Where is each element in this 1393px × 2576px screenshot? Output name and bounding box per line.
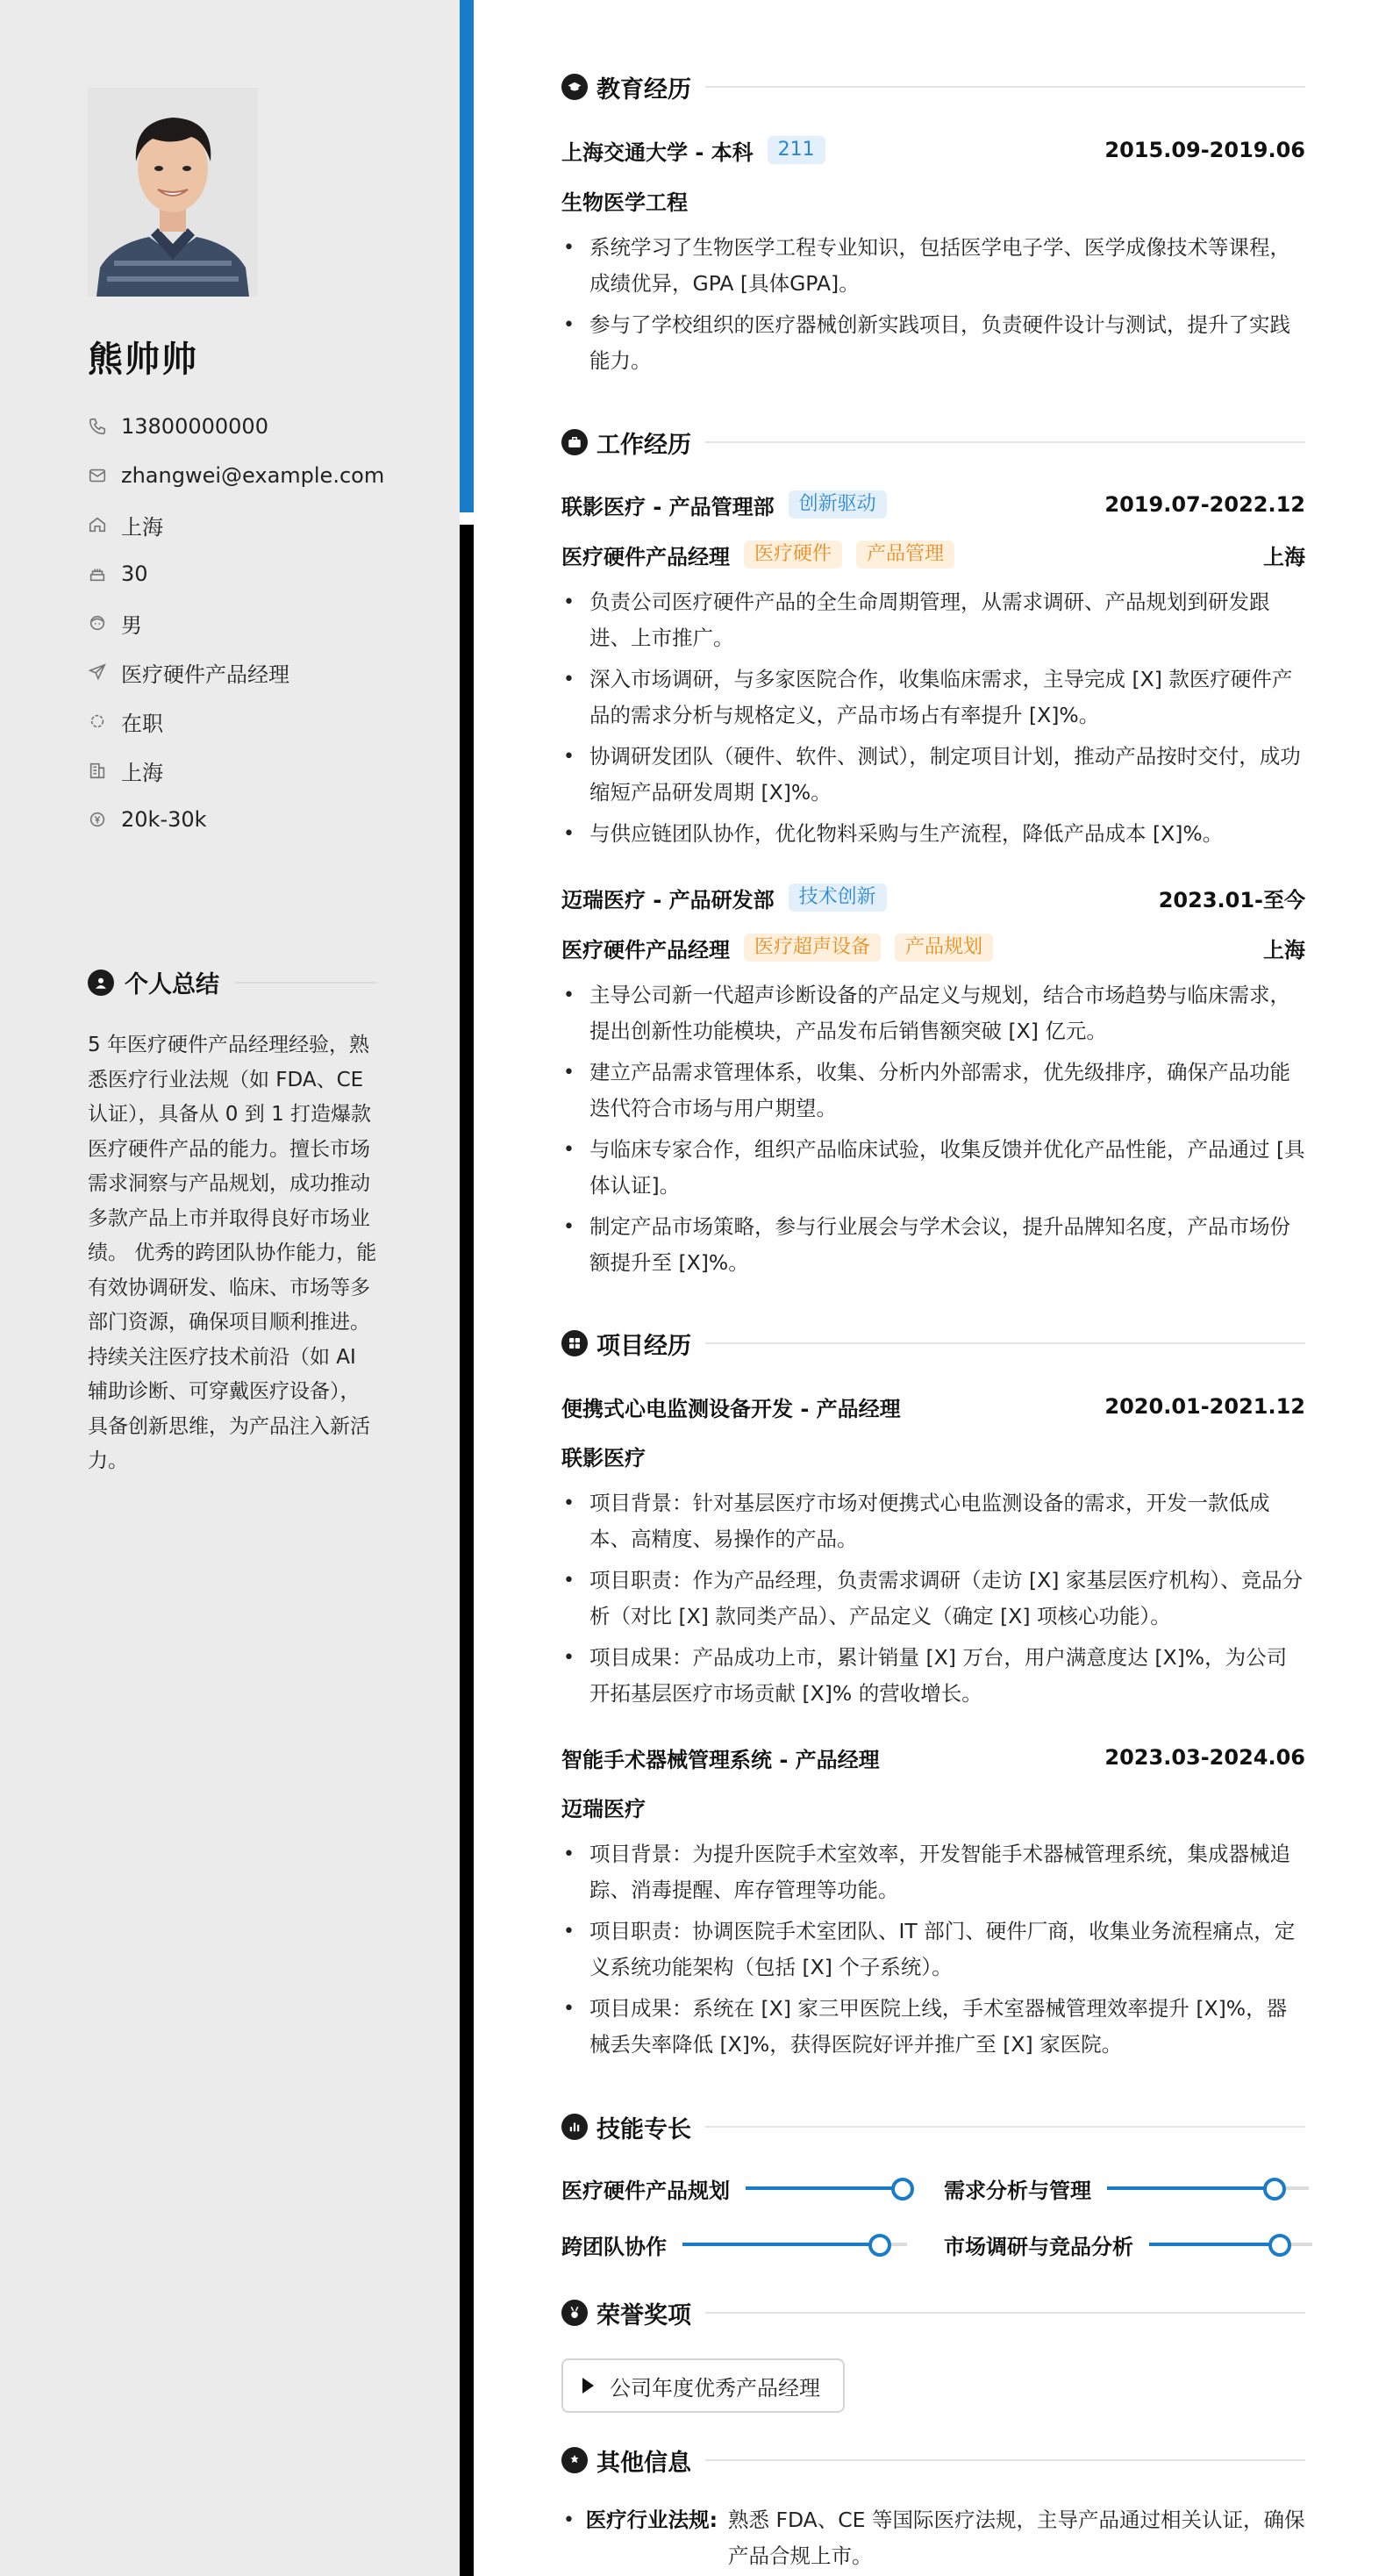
skill-name: 市场调研与竞品分析	[944, 2234, 1133, 2259]
project-org: 联影医疗	[561, 1445, 646, 1470]
company-name: 迈瑞医疗 - 产品研发部	[561, 887, 775, 912]
list-item: • 与临床专家合作，组织产品临床试验，收集反馈并优化产品性能，产品通过 [具体认证]。	[561, 1132, 1305, 1204]
divider	[705, 86, 1305, 88]
skill-fill	[682, 2243, 880, 2246]
education-heading	[561, 69, 1305, 104]
info-text: 上海	[121, 514, 163, 540]
info-text: 男	[121, 612, 142, 638]
major-row	[561, 184, 1305, 216]
info-salary	[88, 795, 421, 844]
school-tag: 211	[768, 136, 825, 164]
list-item: • 系统学习了生物医学工程专业知识，包括医学电子学、医学成像技术等课程，成绩优异，GPA [具体GPA]。	[561, 230, 1305, 302]
list-item: • 深入市场调研，与多家医院合作，收集临床需求，主导完成 [X] 款医疗硬件产品的需求分析与规格定义，产品市场占有率提升 [X]%。	[561, 662, 1305, 733]
role-tag: 医疗超声设备	[744, 934, 881, 962]
awards-heading	[561, 2295, 1305, 2330]
home-icon	[88, 515, 107, 534]
company-tag: 技术创新	[789, 884, 887, 912]
education-row	[561, 134, 1305, 166]
info-text: 20k-30k	[121, 807, 207, 832]
summary-title: 个人总结	[125, 971, 219, 998]
skill-name: 医疗硬件产品规划	[561, 2178, 730, 2203]
divider	[235, 982, 377, 984]
education-date: 2015.09-2019.06	[1104, 138, 1305, 162]
accent-bar	[460, 0, 474, 512]
list-item: • 项目背景：针对基层医疗市场对便携式心电监测设备的需求，开发一款低成本、高精度、易操作的产品。	[561, 1485, 1305, 1557]
mail-icon	[88, 466, 107, 485]
info-text: 13800000000	[121, 414, 268, 439]
info-phone	[88, 402, 421, 451]
job-date: 2019.07-2022.12	[1104, 492, 1305, 517]
skill-slider	[1149, 2243, 1312, 2246]
phone-icon	[88, 417, 107, 436]
divider-bar	[460, 525, 474, 2576]
project-name: 智能手术器械管理系统 - 产品经理	[561, 1747, 880, 1772]
bar-chart-icon	[561, 2114, 588, 2140]
info-text: 在职	[121, 711, 163, 736]
job-bullets	[561, 584, 1305, 857]
project-header	[561, 1742, 1305, 1773]
role-tag: 医疗硬件	[744, 540, 842, 569]
skill-item	[561, 2172, 914, 2204]
job-role: 医疗硬件产品经理	[561, 544, 730, 569]
medal-icon	[561, 2300, 588, 2326]
info-text: zhangwei@example.com	[121, 463, 385, 488]
major-name: 生物医学工程	[561, 190, 688, 215]
list-item: • 主导公司新一代超声诊断设备的产品定义与规划，结合市场趋势与临床需求，提出创新性功能模块，产品发布后销售额突破 [X] 亿元。	[561, 977, 1305, 1049]
skills-title: 技能专长	[596, 2115, 691, 2143]
skill-fill	[1149, 2243, 1280, 2246]
project-date: 2020.01-2021.12	[1104, 1394, 1305, 1419]
divider	[705, 1342, 1305, 1344]
company-tag: 创新驱动	[789, 490, 887, 519]
info-status	[88, 697, 421, 746]
projects-heading	[561, 1326, 1305, 1361]
award-item[interactable]	[561, 2358, 845, 2413]
skill-knob	[1263, 2178, 1286, 2200]
skill-slider	[682, 2243, 907, 2246]
skill-name: 跨团队协作	[561, 2234, 667, 2259]
skill-item	[944, 2229, 1312, 2260]
cake-icon	[88, 564, 107, 583]
job-date: 2023.01-至今	[1158, 887, 1305, 912]
education-bullets	[561, 230, 1305, 384]
job-role: 医疗硬件产品经理	[561, 937, 730, 962]
list-item: • 项目成果：系统在 [X] 家三甲医院上线，手术室器械管理效率提升 [X]%，器械丢失率降低 [X]%，获得医院好评并推广至 [X] 家医院。	[561, 1991, 1305, 2063]
job-city: 上海	[1263, 544, 1305, 569]
skill-knob	[868, 2234, 891, 2257]
list-item: • 协调研发团队（硬件、软件、测试），制定项目计划，推动产品按时交付，成功缩短产品研发周期 [X]%。	[561, 739, 1305, 811]
skill-slider	[1107, 2186, 1309, 2190]
list-item: • 建立产品需求管理体系，收集、分析内外部需求，优先级排序，确保产品功能迭代符合市场与用户期望。	[561, 1055, 1305, 1127]
list-item: • 项目背景：为提升医院手术室效率，开发智能手术器械管理系统，集成器械追踪、消毒提醒、库存管理等功能。	[561, 1836, 1305, 1908]
project-date: 2023.03-2024.06	[1104, 1745, 1305, 1770]
list-item: • 项目成果：产品成功上市，累计销量 [X] 万台，用户满意度达 [X]%，为公司开拓基层医疗市场贡献 [X]% 的营收增长。	[561, 1640, 1305, 1712]
skill-knob	[891, 2178, 914, 2200]
education-title: 教育经历	[596, 75, 691, 104]
project-org-row	[561, 1440, 1305, 1471]
divider	[705, 2459, 1305, 2461]
info-email	[88, 451, 421, 500]
project-bullets	[561, 1836, 1305, 2068]
building-icon	[88, 761, 107, 780]
briefcase-icon	[561, 429, 588, 455]
job-role-row	[561, 539, 1305, 570]
other-heading	[561, 2443, 1305, 2478]
divider	[705, 2126, 1305, 2128]
info-age	[88, 549, 421, 598]
project-header	[561, 1391, 1305, 1422]
list-item: • 项目职责：作为产品经理，负责需求调研（走访 [X] 家基层医疗机构）、竞品分析（对比 [X] 款同类产品）、产品定义（确定 [X] 项核心功能）。	[561, 1563, 1305, 1635]
job-bullets	[561, 977, 1305, 1286]
skill-fill	[746, 2186, 903, 2190]
user-circle-icon	[88, 970, 114, 996]
award-label: 公司年度优秀产品经理	[610, 2375, 820, 2401]
other-key: 医疗行业法规:	[585, 2508, 718, 2532]
contact-info-list	[88, 402, 421, 844]
info-city	[88, 746, 421, 795]
role-tag: 产品管理	[856, 540, 954, 569]
candidate-name: 熊帅帅	[88, 340, 198, 380]
send-icon	[88, 662, 107, 682]
school-name: 上海交通大学 - 本科	[561, 140, 754, 165]
role-tag: 产品规划	[895, 934, 993, 962]
info-text: 上海	[121, 760, 163, 785]
project-name: 便携式心电监测设备开发 - 产品经理	[561, 1396, 901, 1421]
person-icon	[88, 613, 107, 633]
grid-icon	[561, 1330, 588, 1356]
info-gender	[88, 598, 421, 648]
project-bullets	[561, 1485, 1305, 1717]
bullet-dot: •	[563, 2509, 575, 2531]
info-location	[88, 500, 421, 549]
project-org-row	[561, 1791, 1305, 1822]
job-header	[561, 882, 1305, 913]
status-icon	[88, 712, 107, 731]
other-item	[561, 2502, 1305, 2574]
skill-knob	[1268, 2234, 1291, 2257]
project-org: 迈瑞医疗	[561, 1796, 646, 1821]
job-city: 上海	[1263, 937, 1305, 962]
list-item: • 项目职责：协调医院手术室团队、IT 部门、硬件厂商，收集业务流程痛点，定义系统功能架构（包括 [X] 个子系统）。	[561, 1914, 1305, 1986]
graduation-cap-icon	[561, 74, 588, 100]
work-title: 工作经历	[596, 431, 691, 459]
skill-name: 需求分析与管理	[944, 2178, 1091, 2203]
skill-item	[561, 2229, 907, 2260]
money-icon	[88, 810, 107, 829]
info-text: 医疗硬件产品经理	[121, 662, 289, 687]
list-item: • 制定产品市场策略，参与行业展会与学术会议，提升品牌知名度，产品市场份额提升至 [X]%。	[561, 1209, 1305, 1281]
skill-fill	[1107, 2186, 1275, 2190]
projects-title: 项目经历	[596, 1332, 691, 1360]
work-heading	[561, 425, 1305, 460]
info-position	[88, 648, 421, 697]
info-text: 30	[121, 562, 148, 586]
divider	[705, 2312, 1305, 2314]
avatar	[88, 88, 258, 297]
company-name: 联影医疗 - 产品管理部	[561, 494, 775, 519]
play-icon	[582, 2378, 594, 2394]
job-role-row	[561, 932, 1305, 963]
other-title: 其他信息	[596, 2449, 691, 2477]
summary-text: 5 年医疗硬件产品经理经验，熟悉医疗行业法规（如 FDA、CE 认证），具备从 0 到 1 打造爆款医疗硬件产品的能力。擅长市场需求洞察与产品规划，成功推动多款产品上市并取得良好市场业绩。 优秀的跨团队协作能力，能有效协调研发、临床、市场等多部门资源，确保项目顺利推进。 持续关注医疗技术前沿（如 AI 辅助诊断、可穿戴医疗设备），具备创新思维，为产品注入新活力。	[88, 1034, 377, 1472]
list-item: • 与供应链团队协作，优化物料采购与生产流程，降低产品成本 [X]%。	[561, 816, 1305, 852]
list-item: • 负责公司医疗硬件产品的全生命周期管理，从需求调研、产品规划到研发跟进、上市推广。	[561, 584, 1305, 656]
list-item: • 参与了学校组织的医疗器械创新实践项目，负责硬件设计与测试，提升了实践能力。	[561, 307, 1305, 379]
skills-heading	[561, 2109, 1305, 2144]
skill-item	[944, 2172, 1309, 2204]
divider	[705, 441, 1305, 443]
summary-heading	[88, 965, 377, 999]
info-badge-icon	[561, 2447, 588, 2473]
job-header	[561, 489, 1305, 520]
other-value: 熟悉 FDA、CE 等国际医疗法规，主导产品通过相关认证，确保产品合规上市。	[728, 2508, 1305, 2568]
awards-title: 荣誉奖项	[596, 2301, 691, 2329]
skill-slider	[746, 2186, 914, 2190]
